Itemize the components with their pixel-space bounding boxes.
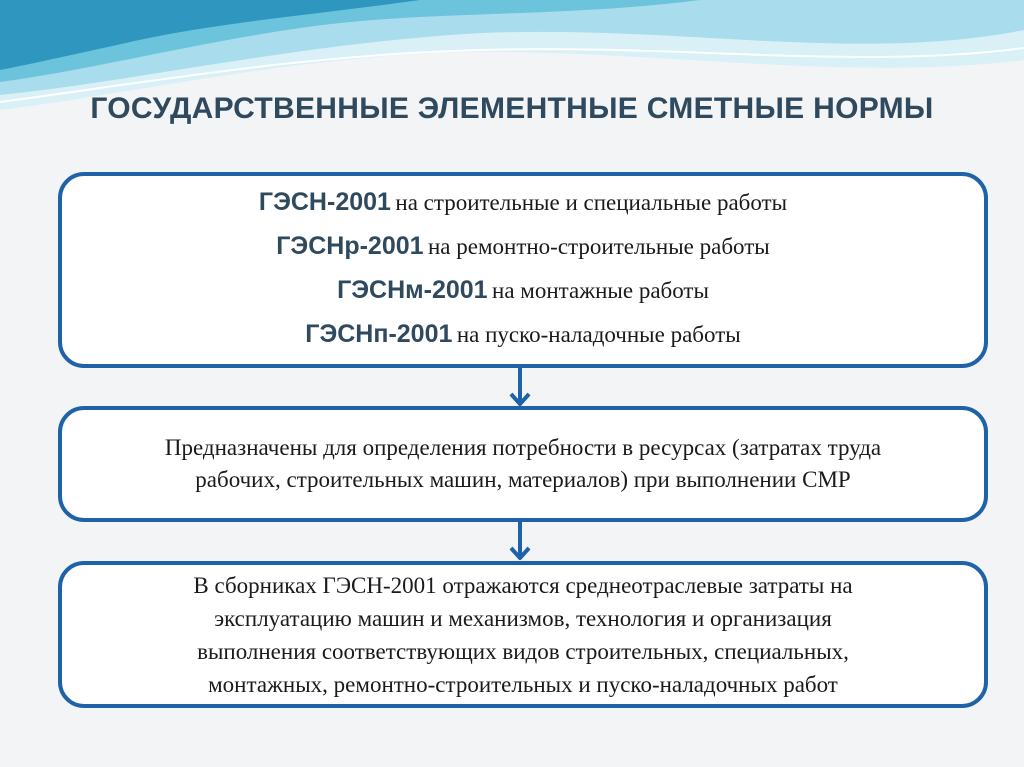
- collections-text-line: эксплуатацию машин и механизмов, технология и организация: [214, 605, 832, 631]
- norm-description: на монтажные работы: [492, 278, 709, 303]
- arrow-down-icon: [508, 521, 532, 563]
- norm-item-gesn: [259, 187, 787, 221]
- purpose-box: [58, 406, 988, 522]
- norm-description: на строительные и специальные работы: [395, 190, 788, 215]
- norm-code: ГЭСНр-2001: [276, 232, 424, 260]
- purpose-text-line: Предназначены для определения потребности в ресурсах (затратах труда: [164, 435, 882, 460]
- slide-title: ГОСУДАРСТВЕННЫЕ ЭЛЕМЕНТНЫЕ СМЕТНЫЕ НОРМЫ: [90, 92, 934, 125]
- collections-box: [58, 561, 988, 708]
- norm-item-gesnm: [337, 275, 709, 309]
- norm-item-gesnr: [276, 231, 770, 265]
- norm-code: ГЭСН-2001: [258, 188, 391, 216]
- arrow-down-icon: [508, 367, 532, 409]
- norms-box: [58, 172, 988, 368]
- norm-item-gesnp: [305, 319, 740, 353]
- collections-text-line: выполнения соответствующих видов строительных, специальных,: [197, 638, 849, 664]
- collections-text-line: В сборниках ГЭСН-2001 отражаются среднеотраслевые затраты на: [193, 572, 853, 598]
- purpose-text-line: рабочих, строительных машин, материалов) при выполнении СМР: [195, 467, 851, 492]
- norm-description: на ремонтно-строительные работы: [427, 234, 770, 259]
- norm-description: на пуско-наладочные работы: [456, 322, 741, 347]
- collections-text-line: монтажных, ремонтно-строительных и пуско-наладочных работ: [208, 671, 838, 697]
- norm-code: ГЭСНп-2001: [305, 320, 453, 348]
- norm-code: ГЭСНм-2001: [337, 276, 488, 304]
